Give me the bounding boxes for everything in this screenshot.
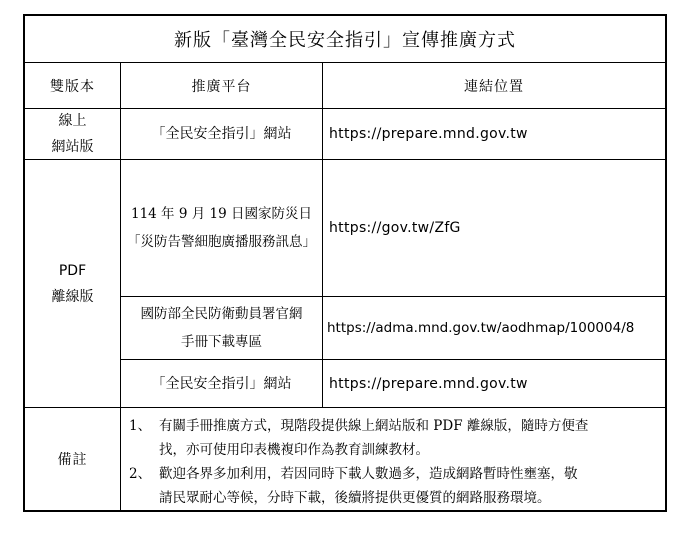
version-pdf-line: PDF [58, 262, 87, 279]
remark-number: 1、 [129, 418, 152, 434]
platform-line: 手冊下載專區 [181, 334, 262, 350]
version-online-line: 網站版 [51, 139, 94, 155]
platform-line: 國防部全民防衛動員署官網 [140, 306, 303, 322]
remarks-label: 備註 [57, 452, 88, 468]
remark-line: 有關手冊推廣方式，現階段提供線上網站版和 PDF 離線版，隨時方便查 [159, 418, 589, 434]
version-online [25, 109, 120, 159]
table-title: 新版「臺灣全民安全指引」宣傳推廣方式 [174, 30, 516, 51]
version-online-line: 線上 [58, 113, 87, 129]
platform-website: 「全民安全指引」網站 [151, 375, 292, 392]
remark-line: 找，亦可使用印表機複印作為教育訓練教材。 [159, 442, 429, 458]
platform-line: 114 年 9 月 19 日國家防災日 [131, 206, 312, 222]
header-platform: 推廣平台 [191, 78, 252, 95]
header-version: 雙版本 [50, 78, 95, 95]
platform-online: 「全民安全指引」網站 [151, 126, 292, 142]
platform-disaster-day [121, 160, 322, 296]
remark-text [159, 414, 588, 462]
header-link: 連結位置 [464, 78, 524, 95]
remark-item [129, 414, 588, 462]
promotion-table [23, 14, 667, 512]
link-disaster-day[interactable]: https://gov.tw/ZfG [329, 220, 461, 236]
remark-line: 請民眾耐心等候，分時下載，後續將提供更優質的網路服務環境。 [159, 490, 551, 506]
version-pdf-line: 離線版 [51, 288, 94, 305]
link-website[interactable]: https://prepare.mnd.gov.tw [329, 375, 528, 392]
remark-item [129, 462, 578, 510]
platform-line: 「災防告警細胞廣播服務訊息」 [127, 234, 316, 250]
version-pdf [25, 160, 120, 407]
platform-adma [121, 297, 322, 359]
link-online[interactable]: https://prepare.mnd.gov.tw [329, 126, 528, 142]
remark-number: 2、 [129, 466, 152, 482]
remark-line: 歡迎各界多加利用，若因同時下載人數過多，造成網路暫時性壅塞，敬 [159, 466, 578, 482]
link-adma[interactable]: https://adma.mnd.gov.tw/aodhmap/100004/8 [327, 320, 635, 336]
remarks-content [121, 408, 665, 510]
remark-text [159, 462, 578, 510]
